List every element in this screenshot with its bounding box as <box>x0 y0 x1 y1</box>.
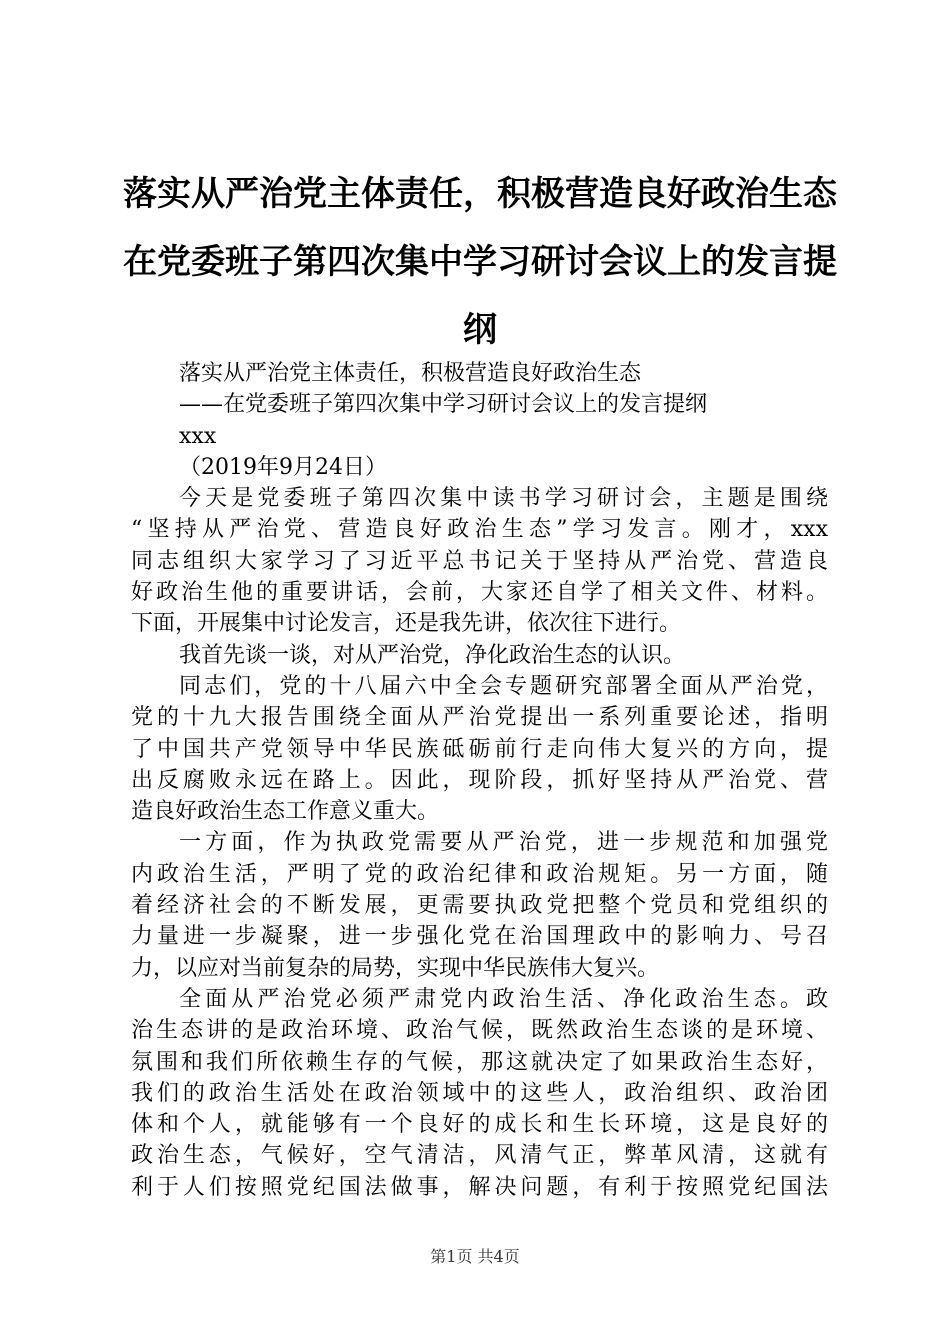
paragraph-line: 今天是党委班子第四次集中读书学习研讨会，主题是围绕 <box>179 486 828 512</box>
subtitle-continuation: ——在党委班子第四次集中学习研讨会议上的发言提纲 <box>179 392 708 418</box>
paragraph-line: 利于人们按照党纪国法做事，解决问题，有利于按照党纪国法 <box>131 1174 828 1200</box>
paragraph-line: 治生态讲的是政治环境、政治气候，既然政治生态谈的是环境、 <box>131 1018 828 1044</box>
paragraph-line: 内政治生活，严明了党的政治纪律和政治规矩。另一方面，随 <box>131 861 828 887</box>
paragraph-line: 我首先谈一谈，对从严治党，净化政治生态的认识。 <box>179 642 686 668</box>
paragraph-line: 了中国共产党领导中华民族砥砺前行走向伟大复兴的方向，提 <box>131 736 828 762</box>
paragraph-line: 下面，开展集中讨论发言，还是我先讲，依次往下进行。 <box>131 611 682 637</box>
subtitle: 落实从严治党主体责任，积极营造良好政治生态 <box>179 361 642 386</box>
paragraph-line: 党的十九大报告围绕全面从严治党提出一系列重要论述，指明 <box>131 705 828 731</box>
paragraph-line: 同志组织大家学习了习近平总书记关于坚持从严治党、营造良 <box>131 548 828 574</box>
paragraph-line: 好政治生他的重要讲话，会前，大家还自学了相关文件、材料。 <box>131 580 828 606</box>
paragraph-line: 造良好政治生态工作意义重大。 <box>131 799 440 825</box>
author: xxx <box>179 423 217 449</box>
paragraph-line: 氛围和我们所依赖生存的气候，那这就决定了如果政治生态好， <box>131 1049 828 1075</box>
paragraph-line: 出反腐败永远在路上。因此，现阶段，抓好坚持从严治党、营 <box>131 767 828 793</box>
document-title: 落实从严治党主体责任，积极营造良好政治生态在党委班子第四次集中学习研讨会议上的发言提纲 <box>123 174 837 350</box>
paragraph-line: 全面从严治党必须严肃党内政治生活、净化政治生态。政 <box>179 986 828 1012</box>
paragraph-line: 一方面，作为执政党需要从严治党，进一步规范和加强党 <box>179 830 828 856</box>
paragraph-line: 力，以应对当前复杂的局势，实现中华民族伟大复兴。 <box>131 955 660 981</box>
date: （2019年9月24日） <box>179 454 387 480</box>
paragraph-line: 同志们，党的十八届六中全会专题研究部署全面从严治党， <box>179 673 828 699</box>
document-body <box>131 358 828 1203</box>
page-number: 第1页 共4页 <box>430 1247 520 1266</box>
paragraph-line: 政治生态，气候好，空气清洁，风清气正，弊革风清，这就有 <box>131 1143 828 1169</box>
paragraph-line: 体和个人，就能够有一个良好的成长和生长环境，这是良好的 <box>131 1112 828 1138</box>
paragraph-line: 着经济社会的不断发展，更需要执政党把整个党员和党组织的 <box>131 893 828 919</box>
paragraph-line: 我们的政治生活处在政治领域中的这些人，政治组织、政治团 <box>131 1080 828 1106</box>
paragraph-line: 力量进一步凝聚，进一步强化党在治国理政中的影响力、号召 <box>131 924 828 950</box>
paragraph-line: “坚持从严治党、营造良好政治生态”学习发言。刚才，xxx <box>131 517 828 543</box>
